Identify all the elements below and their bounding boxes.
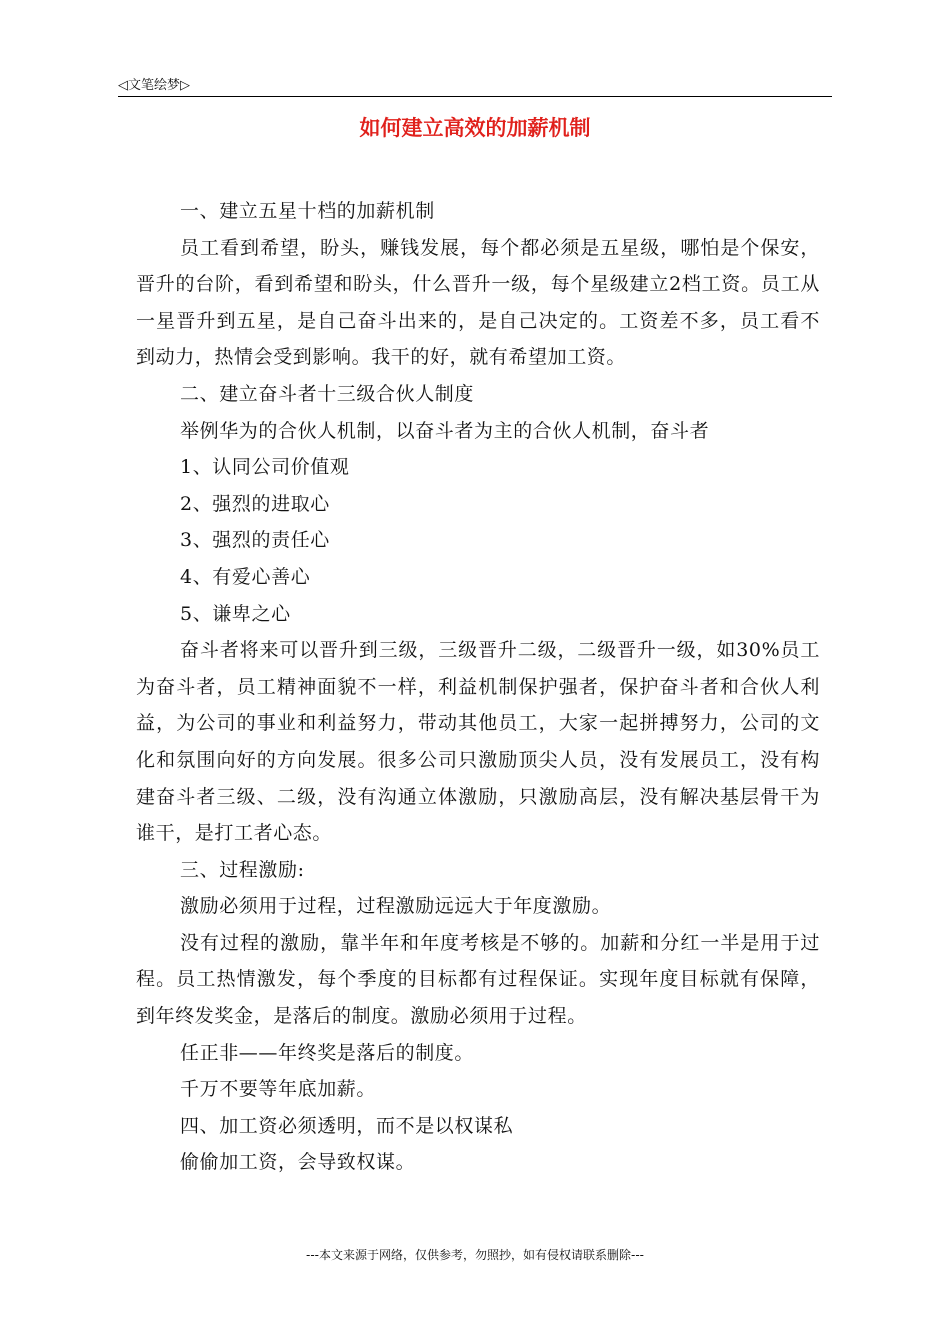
paragraph: 任正非——年终奖是落后的制度。 [180,1041,475,1064]
paragraph: 奋斗者将来可以晋升到三级，三级晋升二级，二级晋升一级，如30%员工为奋斗者，员工精神面貌不一样，利益机制保护强者，保护奋斗者和合伙人利益，为公司的事业和利益努力，带动其他员工，大家一起拼搏努力，公司的文化和氛围向好的方向发展。很多公司只激励顶尖人员，没有发展员工，没有构建奋斗者三级、二级，没有沟通立体激励，只激励高层，没有解决基层骨干为谁干，是打工者心态。 [136,639,820,845]
paragraph: 激励必须用于过程，过程激励远远大于年度激励。 [180,895,612,918]
paragraph: 没有过程的激励，靠半年和年度考核是不够的。加薪和分红一半是用于过程。员工热情激发，每个季度的目标都有过程保证。实现年度目标就有保障，到年终发奖金，是落后的制度。激励必须用于过程。 [136,931,820,1028]
paragraph: 二、建立奋斗者十三级合伙人制度 [180,382,475,405]
header-divider [118,96,832,97]
list-item: 1、认同公司价值观 [180,456,350,479]
list-item: 3、强烈的责任心 [180,529,330,552]
paragraph: 一、建立五星十档的加薪机制 [180,200,435,222]
list-item: 5、谦卑之心 [180,602,291,625]
paragraph: 员工看到希望，盼头，赚钱发展，每个都必须是五星级，哪怕是个保安，晋升的台阶，看到希望和盼头，什么晋升一级，每个星级建立2档工资。员工从一星晋升到五星，是自己奋斗出来的，是自己决定的。工资差不多，员工看不到动力，热情会受到影响。我干的好，就有希望加工资。 [136,236,820,369]
paragraph: 举例华为的合伙人机制，以奋斗者为主的合伙人机制，奋斗者 [180,419,710,442]
paragraph: 三、过程激励: [180,858,305,881]
document-body [136,193,820,1181]
paragraph: 四、加工资必须透明，而不是以权谋私 [180,1114,514,1137]
header-label: ◁文笔绘梦▷ [118,78,190,93]
list-item: 4、有爱心善心 [180,565,311,588]
document-title: 如何建立高效的加薪机制 [359,116,591,140]
paragraph: 偷偷加工资，会导致权谋。 [180,1151,416,1174]
paragraph: 千万不要等年底加薪。 [180,1078,377,1101]
footer-disclaimer: ---本文来源于网络，仅供参考，勿照抄，如有侵权请联系删除--- [306,1248,644,1262]
list-item: 2、强烈的进取心 [180,492,330,515]
